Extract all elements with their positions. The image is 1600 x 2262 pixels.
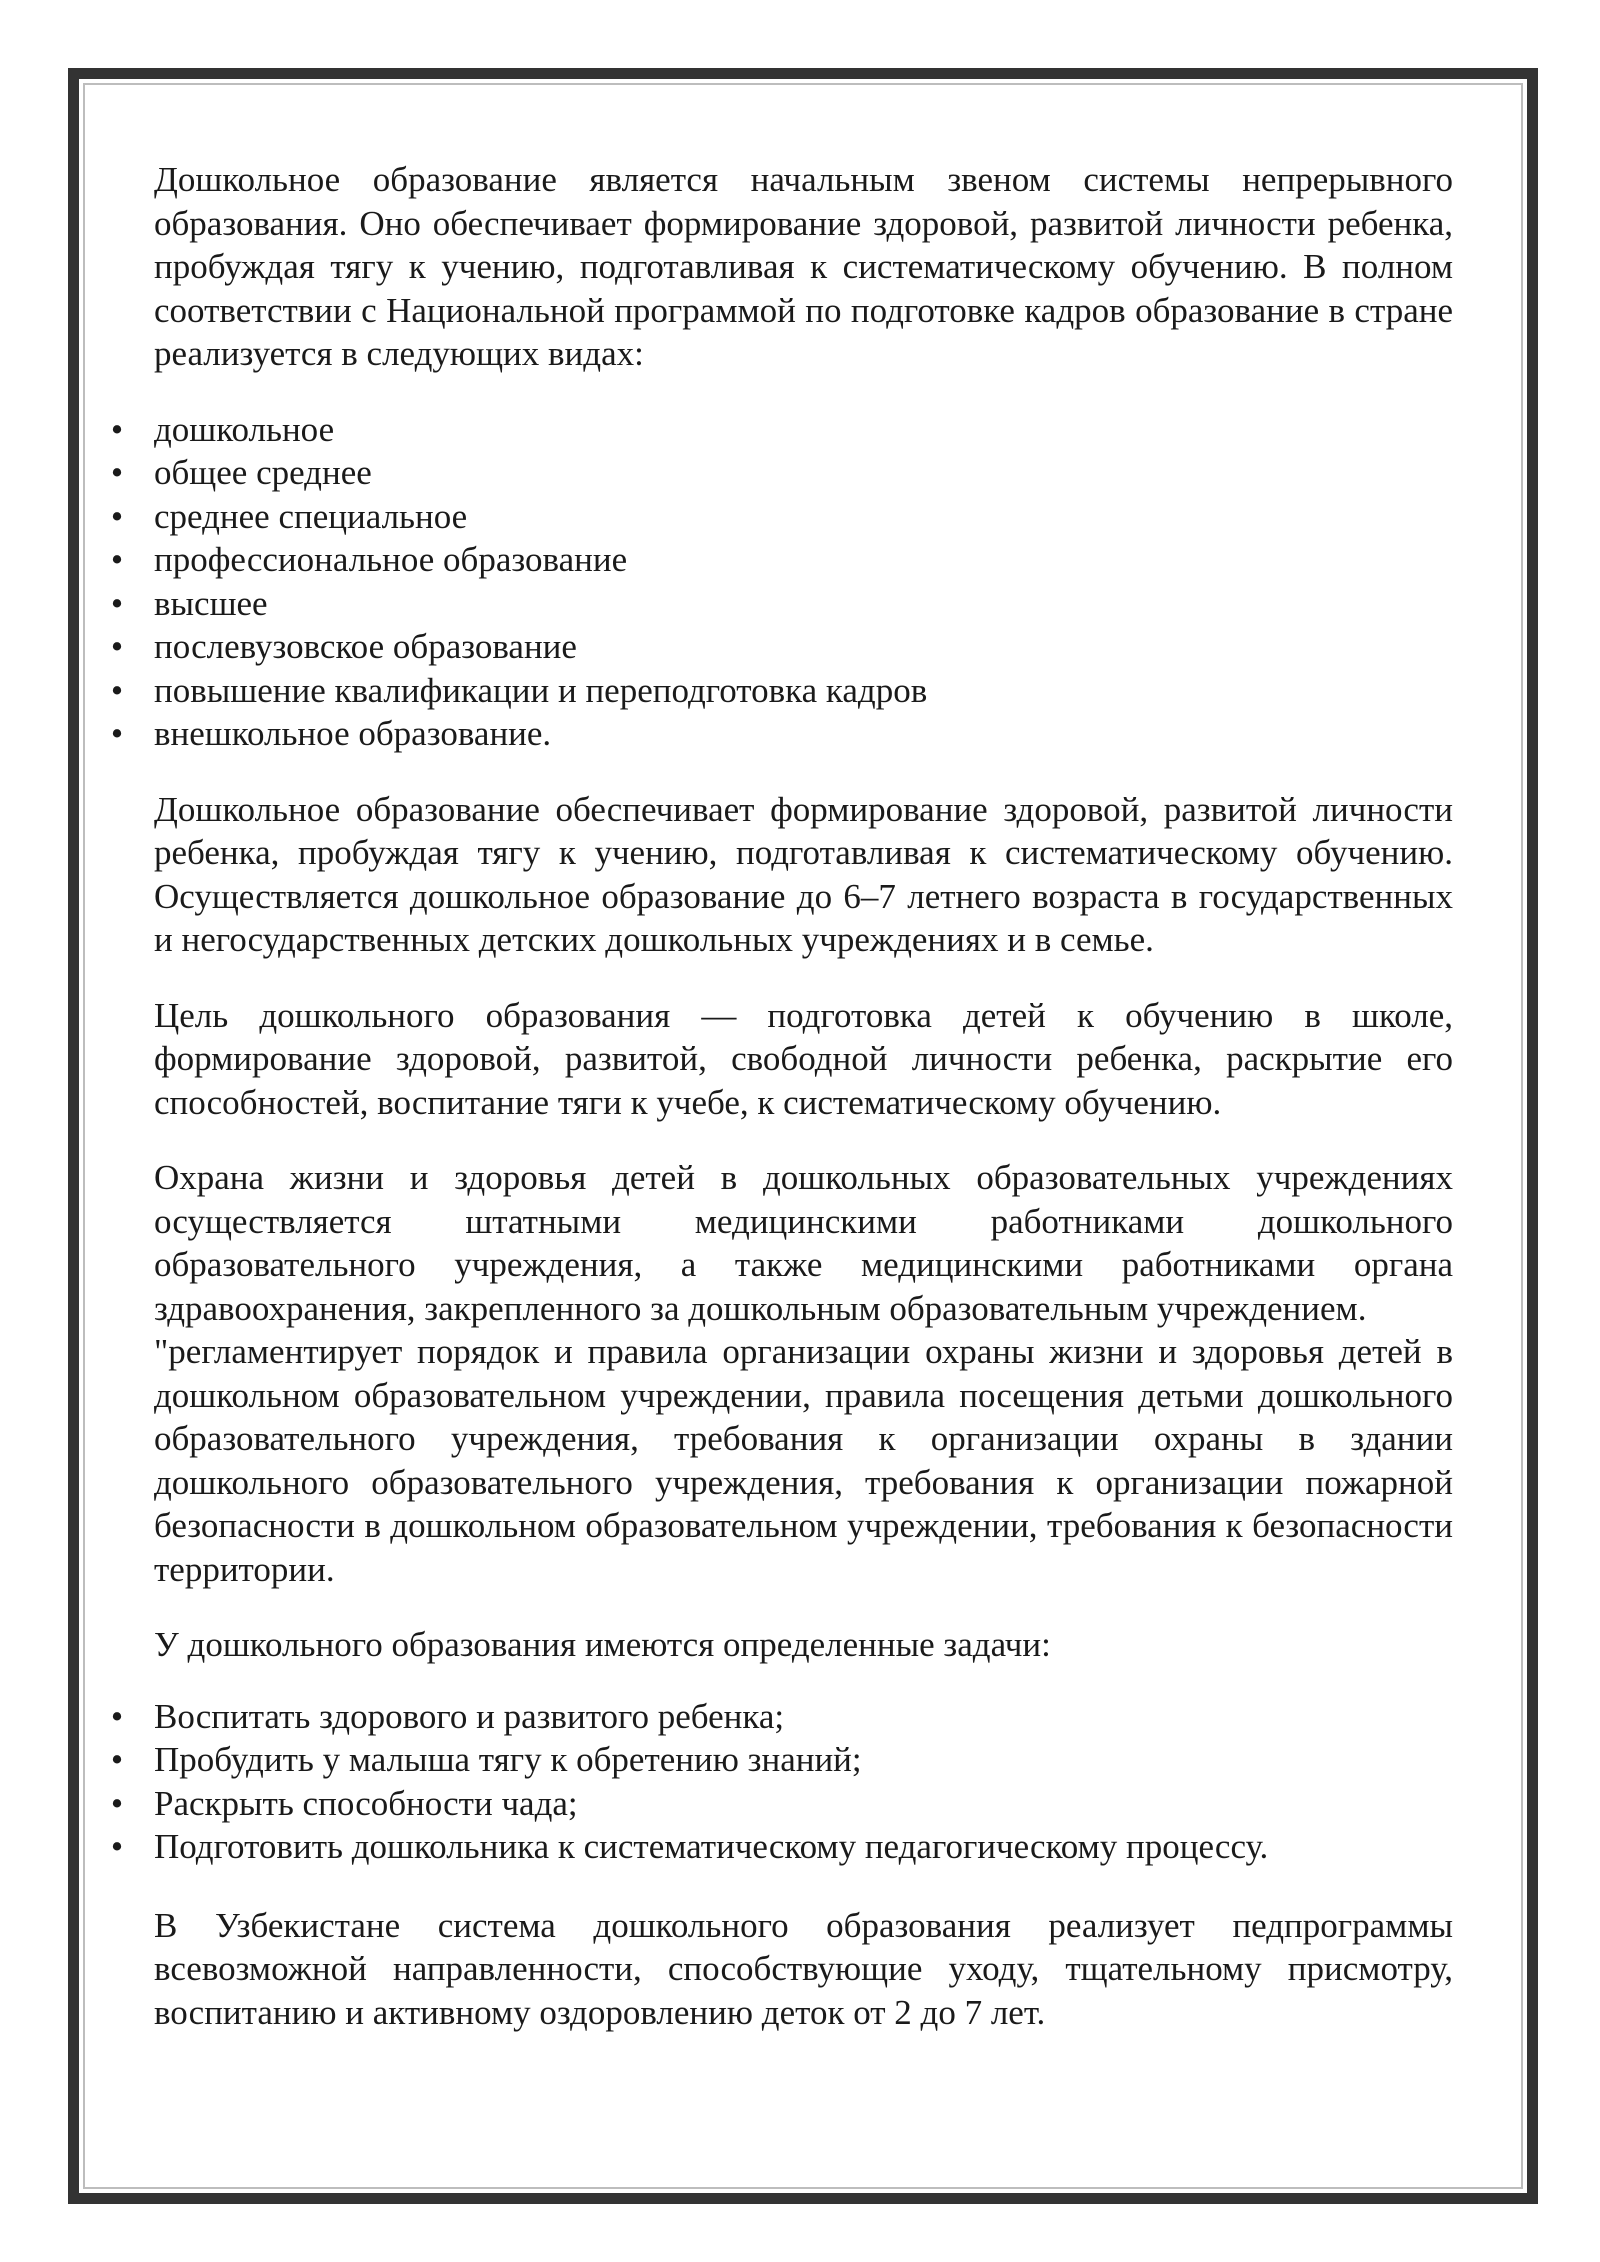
list-item-text: общее среднее bbox=[154, 453, 372, 492]
list-item bbox=[110, 495, 1453, 539]
paragraph-3: Цель дошкольного образования — подготовка детей к обучению в школе, формирование здоровой, развитой, свободной личности ребенка, раскрытие его способностей, воспитание тяги к учебе, к систематическому обучению. bbox=[154, 995, 1453, 1122]
list-item-text: Раскрыть способности чада; bbox=[154, 1783, 578, 1823]
list-item bbox=[110, 1695, 1453, 1739]
bullet-icon: • bbox=[110, 627, 124, 666]
bullet-icon: • bbox=[110, 540, 124, 579]
tasks-list bbox=[110, 1695, 1453, 1869]
list-item-text: Пробудить у малыша тягу к обретению знаний; bbox=[154, 1740, 862, 1779]
paragraph-4a: Охрана жизни и здоровья детей в дошкольных образовательных учреждениях осуществляется штатными медицинскими работниками дошкольного образовательного учреждения, а также медицинскими работниками органа здравоохранения, закрепленного за дошкольным образовательным учреждением. bbox=[154, 1158, 1453, 1328]
bullet-icon: • bbox=[110, 583, 124, 623]
bullet-icon: • bbox=[110, 1740, 124, 1779]
paragraph-4-group bbox=[154, 1156, 1453, 1591]
paragraph-6: В Узбекистане система дошкольного образования реализует педпрограммы всевозможной направленности, способствующие уходу, тщательному присмотру, воспитанию и активному оздоровлению деток от 2 до 7 лет. bbox=[154, 1905, 1453, 2032]
bullet-icon: • bbox=[110, 409, 124, 449]
bullet-icon: • bbox=[110, 496, 124, 536]
list-item bbox=[110, 582, 1453, 626]
list-item bbox=[110, 408, 1453, 452]
list-item bbox=[110, 1825, 1453, 1869]
education-types-list bbox=[110, 408, 1453, 756]
list-item-text: Подготовить дошкольника к систематическому педагогическому процессу. bbox=[154, 1827, 1269, 1866]
list-item-text: Воспитать здорового и развитого ребенка; bbox=[154, 1696, 785, 1736]
paragraph-1: Дошкольное образование является начальным звеном системы непрерывного образования. Оно обеспечивает формирование здоровой, развитой личности ребенка, пробуждая тягу к учению, подготавливая к систематическому обучению. В полном соответствии с Национальной программой по подготовке кадров образование в стране реализуется в следующих видах: bbox=[154, 160, 1453, 373]
list-item bbox=[110, 1782, 1453, 1826]
list-item-text: повышение квалификации и переподготовка кадров bbox=[154, 670, 928, 710]
bullet-icon: • bbox=[110, 453, 124, 492]
list-item-text: высшее bbox=[154, 583, 268, 623]
list-item bbox=[110, 1738, 1453, 1782]
list-item-text: профессиональное образование bbox=[154, 540, 628, 579]
list-item-text: внешкольное образование. bbox=[154, 714, 552, 753]
bullet-icon: • bbox=[110, 1827, 124, 1866]
list-item bbox=[110, 538, 1453, 582]
bullet-icon: • bbox=[110, 1783, 124, 1823]
paragraph-4b: "регламентирует порядок и правила организации охраны жизни и здоровья детей в дошкольном образовательном учреждении, правила посещения детьми дошкольного образовательного учреждения, требования к организации охраны в здании дошкольного образовательного учреждения, требования к организации пожарной безопасности в дошкольном образовательном учреждении, требования к безопасности территории. bbox=[154, 1332, 1453, 1589]
list-item bbox=[110, 669, 1453, 713]
paragraph-2: Дошкольное образование обеспечивает формирование здоровой, развитой личности ребенка, пробуждая тягу к учению, подготавливая к систематическому обучению. Осуществляется дошкольное образование до 6–7 летнего возраста в государственных и негосударственных детских дошкольных учреждениях и в семье. bbox=[154, 789, 1453, 959]
list-item-text: послевузовское образование bbox=[154, 627, 577, 666]
list-item bbox=[110, 451, 1453, 495]
document-body bbox=[110, 158, 1453, 2034]
paragraph-5: У дошкольного образования имеются определенные задачи: bbox=[154, 1625, 1051, 1664]
list-item bbox=[110, 712, 1453, 756]
bullet-icon: • bbox=[110, 714, 124, 753]
bullet-icon: • bbox=[110, 1696, 124, 1736]
list-item-text: среднее специальное bbox=[154, 496, 468, 536]
list-item bbox=[110, 625, 1453, 669]
list-item-text: дошкольное bbox=[154, 409, 335, 449]
bullet-icon: • bbox=[110, 670, 124, 710]
